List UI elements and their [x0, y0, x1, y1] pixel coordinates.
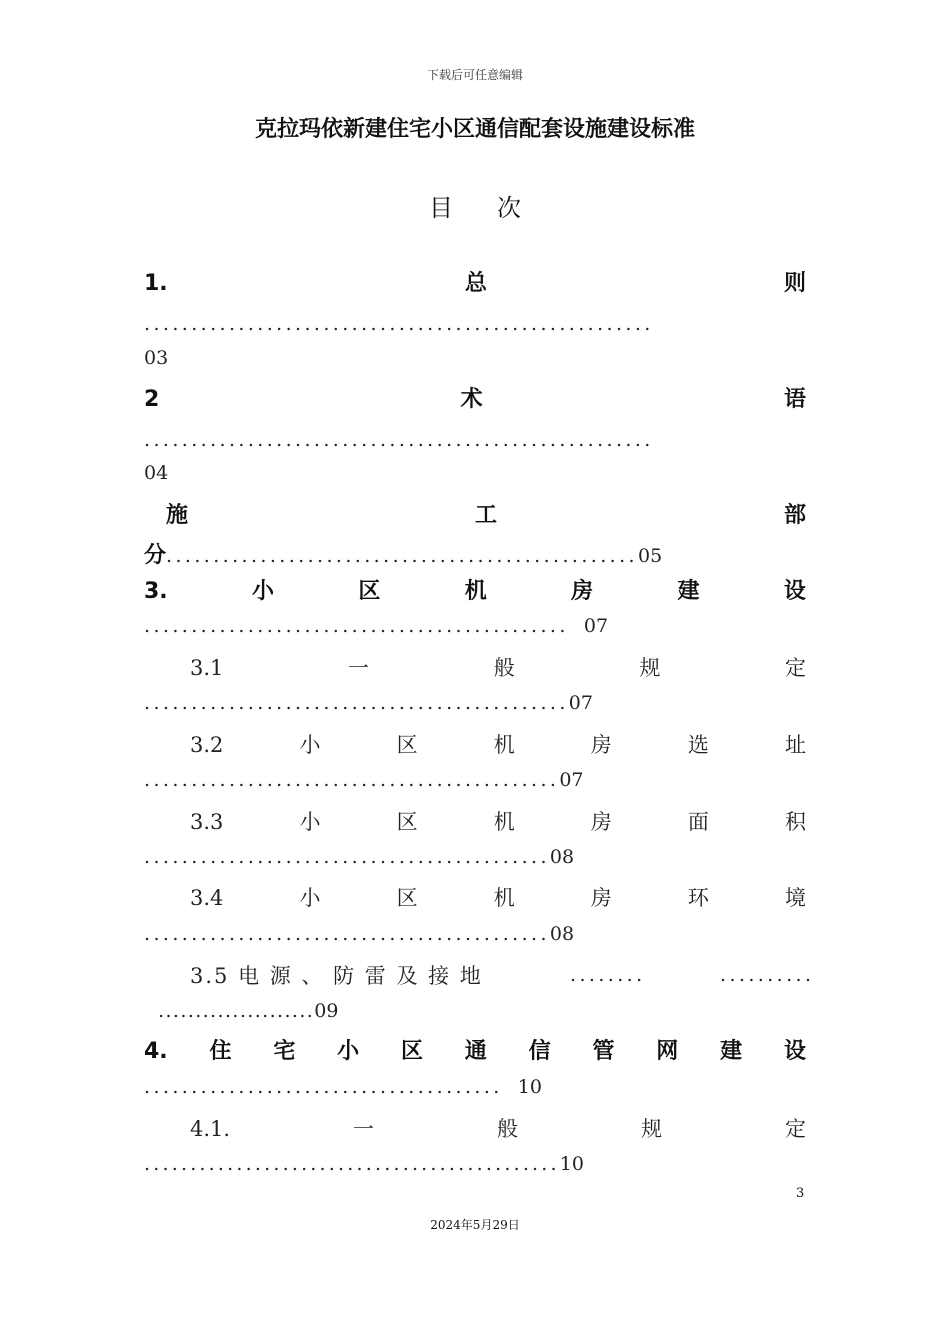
- toc-entry-title: 3.3 小 区 机 房 面 积: [190, 810, 806, 834]
- toc-leader-line: ............................................. 07: [144, 615, 609, 637]
- toc-heading: [0, 188, 950, 223]
- toc-leader-line: .....................09: [158, 1000, 339, 1022]
- page-header: 下载后可任意编辑: [426, 68, 523, 82]
- toc-leader-line: .............................................07: [144, 692, 593, 714]
- toc-leader-dots: ......................................................: [144, 313, 654, 335]
- toc-entry-title: 2 术 语: [144, 387, 806, 412]
- toc-entry-title: 3.2 小 区 机 房 选 址: [190, 733, 806, 757]
- document-title: 克拉玛依新建住宅小区通信配套设施建设标准: [254, 117, 695, 142]
- toc-entry-general[interactable]: [144, 266, 806, 300]
- toc-entry-3-4[interactable]: [190, 882, 806, 916]
- toc-entry-3-3[interactable]: [190, 806, 806, 840]
- toc-entry-3-2[interactable]: [190, 729, 806, 763]
- toc-entry-4-1[interactable]: [190, 1113, 806, 1147]
- toc-leader-line: .............................................10: [144, 1153, 584, 1175]
- toc-entry-title: 3.1 一 般 规 定: [190, 656, 806, 680]
- toc-leader-line: ...........................................08: [144, 923, 575, 945]
- toc-page-number: 04: [144, 462, 169, 484]
- toc-entry-room-construction[interactable]: [144, 574, 806, 608]
- toc-entry-terms[interactable]: [144, 382, 806, 416]
- toc-leader-line: ...........................................08: [144, 846, 575, 868]
- page-number: 3: [796, 1186, 805, 1201]
- toc-entry-title: 1. 总 则: [144, 271, 806, 296]
- toc-page-number: 03: [144, 347, 169, 369]
- toc-leader-line: ............................................07: [144, 769, 584, 791]
- toc-entry-title: 3. 小 区 机 房 建 设: [144, 579, 806, 604]
- toc-entry-title: 4. 住 宅 小 区 通 信 管 网 建 设: [144, 1039, 806, 1064]
- toc-entry-title: 3.4 小 区 机 房 环 境: [190, 886, 806, 910]
- toc-entry-continuation: 分..................................................05: [144, 543, 663, 568]
- toc-entry-3-1[interactable]: [190, 652, 806, 686]
- footer-date: 2024年5月29日: [430, 1218, 520, 1232]
- toc-entry-title: 施 工 部: [166, 503, 806, 528]
- toc-entry-3-5[interactable]: 3.5 电 源 、 防 雷 及 接 地 ........ ..........: [190, 964, 815, 988]
- toc-entry-construction[interactable]: [166, 498, 806, 532]
- toc-heading-char: 次: [497, 194, 521, 222]
- toc-entry-title: 4.1. 一 般 规 定: [190, 1117, 806, 1141]
- toc-leader-dots: ......................................................: [144, 429, 654, 451]
- toc-entry-network-construction[interactable]: [144, 1034, 806, 1068]
- toc-leader-line: ...................................... 10: [144, 1076, 542, 1098]
- toc-heading-char: 目: [429, 194, 453, 222]
